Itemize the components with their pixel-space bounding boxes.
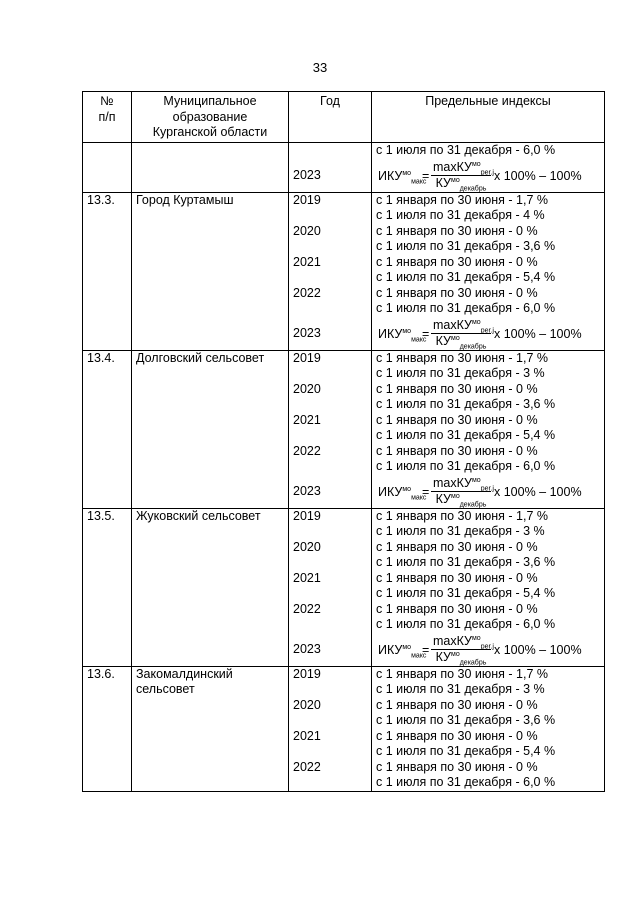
year-cell: 2023 (293, 167, 321, 182)
index-line: с 1 июля по 31 декабря - 3,6 % (376, 555, 556, 569)
row-indexes (372, 508, 605, 666)
formula-equals: = (422, 168, 430, 183)
year-cell (293, 208, 367, 224)
formula-lhs: $ИКУ^{мо}_{макс}$ (378, 168, 427, 185)
year-cell: 2022 (293, 285, 321, 300)
formula-lhs: $ИКУ^{мо}_{макс}$ (378, 484, 427, 501)
formula-rhs: x 100% – 100% (494, 642, 582, 657)
row-indexes (372, 143, 605, 193)
year-cell: 2021 (293, 412, 321, 427)
year-cell (293, 459, 367, 475)
year-cell: 2023 (293, 483, 321, 498)
index-line: с 1 января по 30 июня - 0 % (376, 443, 538, 458)
year-cell: 2019 (293, 508, 321, 523)
year-cell (293, 775, 367, 791)
header-number: № п/п (83, 92, 132, 143)
formula-fraction (431, 633, 494, 667)
formula-lhs: $ИКУ^{мо}_{макс}$ (378, 326, 427, 343)
page-number: 33 (312, 60, 328, 75)
index-line: с 1 июля по 31 декабря - 5,4 % (376, 270, 556, 284)
year-cell: 2023 (293, 325, 321, 340)
row-years (289, 192, 372, 350)
formula-equals: = (422, 326, 430, 341)
header-year: Год (289, 92, 372, 143)
index-line: с 1 января по 30 июня - 0 % (376, 697, 538, 712)
year-cell (293, 428, 367, 444)
index-line: с 1 июля по 31 декабря - 6,0 % (376, 617, 556, 631)
row-indexes (372, 192, 605, 350)
year-cell (293, 744, 367, 760)
table-row (83, 192, 605, 350)
formula-equals: = (422, 484, 430, 499)
table-row (83, 143, 605, 193)
year-cell (293, 555, 367, 571)
index-line: с 1 июля по 31 декабря - 6,0 % (376, 143, 556, 157)
formula-denominator: $КУ^{мо}_{декабрь}$ (435, 334, 487, 351)
table-row (83, 350, 605, 508)
year-cell (293, 524, 367, 540)
year-cell (293, 617, 367, 633)
row-municipality: Жуковский сельсовет (132, 508, 289, 666)
row-indexes (372, 350, 605, 508)
index-line: с 1 июля по 31 декабря - 3 % (376, 682, 545, 696)
tariff-index-table (82, 91, 605, 792)
year-cell: 2020 (293, 697, 321, 712)
index-line: с 1 июля по 31 декабря - 3,6 % (376, 239, 556, 253)
formula-rhs: x 100% – 100% (494, 326, 582, 341)
row-municipality: Город Куртамыш (132, 192, 289, 350)
index-formula (376, 159, 600, 192)
index-line: с 1 июля по 31 декабря - 3 % (376, 524, 545, 538)
row-years (289, 350, 372, 508)
index-line: с 1 января по 30 июня - 0 % (376, 728, 538, 743)
formula-rhs: x 100% – 100% (494, 168, 582, 183)
row-indexes (372, 666, 605, 791)
index-line: с 1 января по 30 июня - 0 % (376, 570, 538, 585)
row-municipality: Долговский сельсовет (132, 350, 289, 508)
year-cell: 2022 (293, 443, 321, 458)
index-line: с 1 июля по 31 декабря - 5,4 % (376, 428, 556, 442)
table-row (83, 508, 605, 666)
table-row (83, 666, 605, 791)
formula-denominator: $КУ^{мо}_{декабрь}$ (435, 176, 487, 193)
index-line: с 1 июля по 31 декабря - 6,0 % (376, 775, 556, 789)
year-cell (293, 270, 367, 286)
index-line: с 1 января по 30 июня - 0 % (376, 759, 538, 774)
index-line: с 1 января по 30 июня - 0 % (376, 412, 538, 427)
year-cell: 2020 (293, 223, 321, 238)
index-line: с 1 июля по 31 декабря - 5,4 % (376, 586, 556, 600)
year-cell (293, 713, 367, 729)
index-line: с 1 января по 30 июня - 0 % (376, 601, 538, 616)
index-line: с 1 июля по 31 декабря - 3,6 % (376, 397, 556, 411)
formula-fraction (431, 317, 494, 351)
formula-numerator: maxКУ$^{мо}_{per.j}$ (433, 475, 494, 492)
formula-numerator: maxКУ$^{мо}_{per.j}$ (433, 317, 494, 334)
row-number (83, 143, 132, 193)
row-years (289, 143, 372, 193)
year-cell (293, 143, 367, 159)
index-line: с 1 января по 30 июня - 0 % (376, 381, 538, 396)
year-cell: 2019 (293, 350, 321, 365)
year-cell (293, 397, 367, 413)
index-line: с 1 января по 30 июня - 1,7 % (376, 666, 548, 681)
row-years (289, 508, 372, 666)
header-municipality: Муниципальное образование Курганской области (132, 92, 289, 143)
year-cell: 2021 (293, 570, 321, 585)
year-cell: 2019 (293, 666, 321, 681)
index-line: с 1 июля по 31 декабря - 6,0 % (376, 301, 556, 315)
year-cell (293, 586, 367, 602)
index-line: с 1 июля по 31 декабря - 3,6 % (376, 713, 556, 727)
formula-denominator: $КУ^{мо}_{декабрь}$ (435, 492, 487, 509)
year-cell: 2021 (293, 254, 321, 269)
row-number: 13.4. (83, 350, 132, 508)
year-cell: 2022 (293, 601, 321, 616)
index-line: с 1 января по 30 июня - 1,7 % (376, 508, 548, 523)
formula-fraction (431, 159, 494, 193)
year-cell: 2023 (293, 641, 321, 656)
row-years (289, 666, 372, 791)
year-cell: 2020 (293, 539, 321, 554)
index-line: с 1 июля по 31 декабря - 5,4 % (376, 744, 556, 758)
index-formula (376, 475, 600, 508)
row-number: 13.6. (83, 666, 132, 791)
formula-numerator: maxКУ$^{мо}_{per.j}$ (433, 633, 494, 650)
index-line: с 1 января по 30 июня - 1,7 % (376, 192, 548, 207)
year-cell: 2021 (293, 728, 321, 743)
index-line: с 1 января по 30 июня - 0 % (376, 285, 538, 300)
year-cell (293, 366, 367, 382)
index-formula (376, 633, 600, 666)
formula-rhs: x 100% – 100% (494, 484, 582, 499)
index-line: с 1 июля по 31 декабря - 6,0 % (376, 459, 556, 473)
row-number: 13.5. (83, 508, 132, 666)
year-cell: 2019 (293, 192, 321, 207)
row-municipality: Закомалдинский сельсовет (132, 666, 289, 791)
index-line: с 1 января по 30 июня - 0 % (376, 223, 538, 238)
year-cell: 2020 (293, 381, 321, 396)
year-cell (293, 682, 367, 698)
year-cell: 2022 (293, 759, 321, 774)
formula-equals: = (422, 642, 430, 657)
index-formula (376, 317, 600, 350)
header-indexes: Предельные индексы (372, 92, 605, 143)
formula-fraction (431, 475, 494, 509)
index-line: с 1 января по 30 июня - 0 % (376, 254, 538, 269)
index-line: с 1 июля по 31 декабря - 3 % (376, 366, 545, 380)
table-header-row (83, 92, 605, 143)
formula-lhs: $ИКУ^{мо}_{макс}$ (378, 642, 427, 659)
formula-numerator: maxКУ$^{мо}_{per.j}$ (433, 159, 494, 176)
index-line: с 1 июля по 31 декабря - 4 % (376, 208, 545, 222)
year-cell (293, 301, 367, 317)
index-line: с 1 января по 30 июня - 1,7 % (376, 350, 548, 365)
row-number: 13.3. (83, 192, 132, 350)
year-cell (293, 239, 367, 255)
formula-denominator: $КУ^{мо}_{декабрь}$ (435, 650, 487, 667)
row-municipality (132, 143, 289, 193)
index-line: с 1 января по 30 июня - 0 % (376, 539, 538, 554)
